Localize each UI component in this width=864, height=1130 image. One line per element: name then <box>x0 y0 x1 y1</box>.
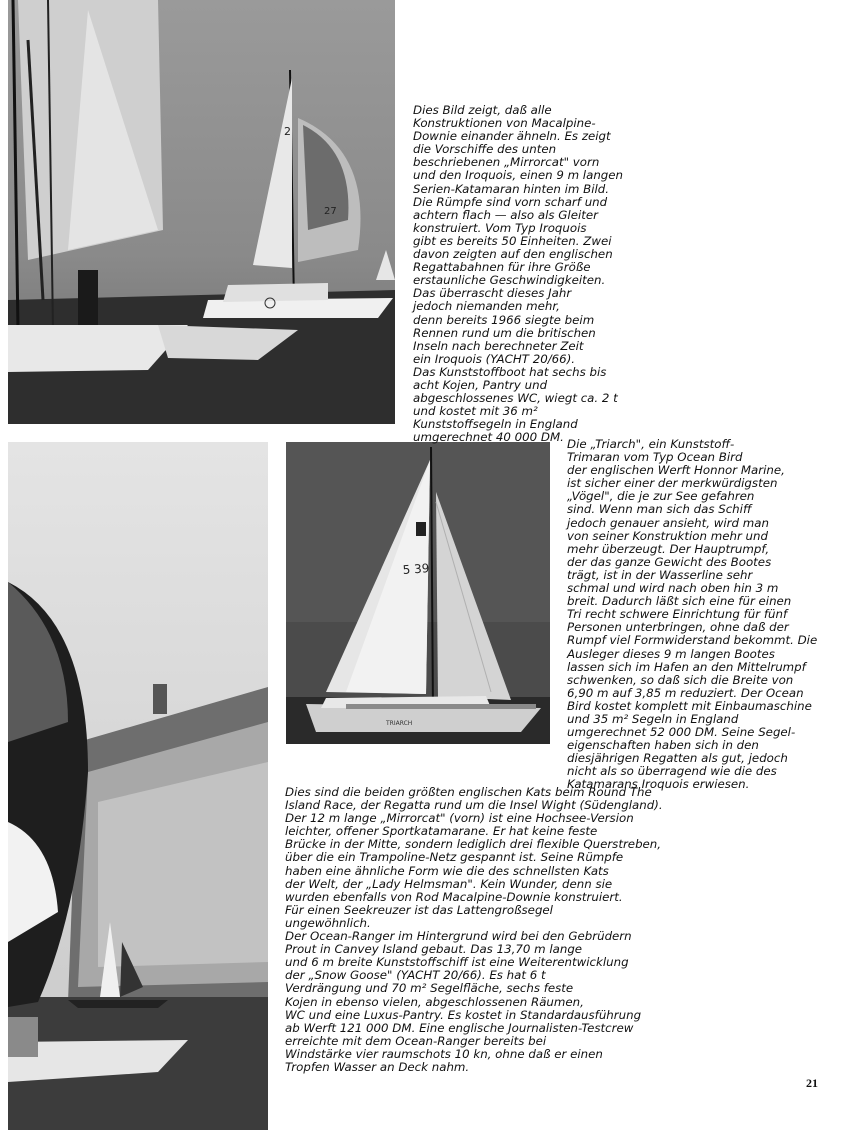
caption-middle: Die „Triarch", ein Kunststoff- Trimaran vom Typ Ocean Bird der englischen Werft Honnor Marine, ist sicher einer der merkwürdigsten „Vögel", die je zur See gefahren sind. Wenn man sich das Schiff jedoch genauer ansieht, wird man von seiner Konstruktion mehr und mehr überzeugt. Der Hauptrumpf, der das ganze Gewicht des Bootes trägt, ist in der Wasserline sehr schmal und wird nach oben hin 3 m breit. Dadurch läßt sich eine für einen Tri recht schwere Einrichtung für fünf Personen unterbringen, ohne daß der Rumpf viel Formwiderstand bekommt. Die Ausleger dieses 9 m langen Bootes lassen sich im Hafen an den Mittelrumpf schwenken, so daß sich die Breite von 6,90 m auf 3,85 m reduziert. Der Ocean Bird kostet komplett mit Einbaumaschine und 35 m² Segeln in England umgerechnet 52 000 DM. Seine Segel- eigenschaften haben sich in den diesjährigen Regatten als gut, jedoch nicht als so überragend wie die des Katamarans Iroquois erwiesen. <box>567 437 818 792</box>
sail-number-a: 2 <box>284 125 291 138</box>
photo-cliffs-spinnaker <box>8 442 268 1130</box>
sail-number: 5 39 <box>402 561 430 577</box>
caption-bottom: Dies sind die beiden größten englischen Kats beim Round The Island Race, der Regatta rund um die Insel Wight (Südengland). Der 12 m lange „Mirrorcat" (vorn) ist eine Hochsee-Version leichter, offener Sportkatamarane. Er hat keine feste Brücke in der Mitte, sondern lediglich drei flexible Querstreben, über die ein Trampoline-Netz gespannt ist. Seine Rümpfe haben eine ähnliche Form wie die des schnellsten Kats der Welt, der „Lady Helmsman". Kein Wunder, denn sie wurden ebenfalls von Rod Macalpine-Downie konstruiert. Für einen Seekreuzer ist das Lattengroßsegel ungewöhnlich. Der Ocean-Ranger im Hintergrund wird bei den Gebrüdern Prout in Canvey Island gebaut. Das 13,70 m lange und 6 m breite Kunststoffschiff ist eine Weiterentwicklung der „Snow Goose" (YACHT 20/66). Es hat 6 t Verdrängung und 70 m² Segelfläche, sechs feste Kojen in ebenso vielen, abgeschlossenen Räumen, WC und eine Luxus-Pantry. Es kostet in Standardausführung ab Werft 121 000 DM. Eine englische Journalisten-Testcrew erreichte mit dem Ocean-Ranger bereits bei Windstärke vier raumschots 10 kn, ohne daß er einen Tropfen Wasser an Deck nahm. <box>285 785 663 1074</box>
hull-name: TRIARCH <box>386 720 413 727</box>
page-number: 21 <box>806 1076 818 1090</box>
photo-trimaran-triarch <box>286 442 550 744</box>
sail-number-b: 27 <box>324 206 337 217</box>
caption-top: Dies Bild zeigt, daß alle Konstruktionen von Macalpine- Downie einander ähneln. Es zeigt die Vorschiffe des unten beschriebenen „Mirrorcat" vorn und den Iroquois, einen 9 m langen Serien-Katamaran hinten im Bild. Die Rümpfe sind vorn scharf und achtern flach — also als Gleiter konstruiert. Vom Typ Iroquois gibt es bereits 50 Einheiten. Zwei davon zeigten auf den englischen Regattabahnen für ihre Größe erstaunliche Geschwindigkeiten. Das überrascht dieses Jahr jedoch niemanden mehr, denn bereits 1966 siegte beim Rennen rund um die britischen Inseln nach berechneter Zeit ein Iroquois (YACHT 20/66). Das Kunststoffboot hat sechs bis acht Kojen, Pantry und abgeschlossenes WC, wiegt ca. 2 t und kostet mit 36 m² Kunststoffsegeln in England umgerechnet 40 000 DM. <box>413 103 624 445</box>
photo-catamarans <box>8 0 395 424</box>
